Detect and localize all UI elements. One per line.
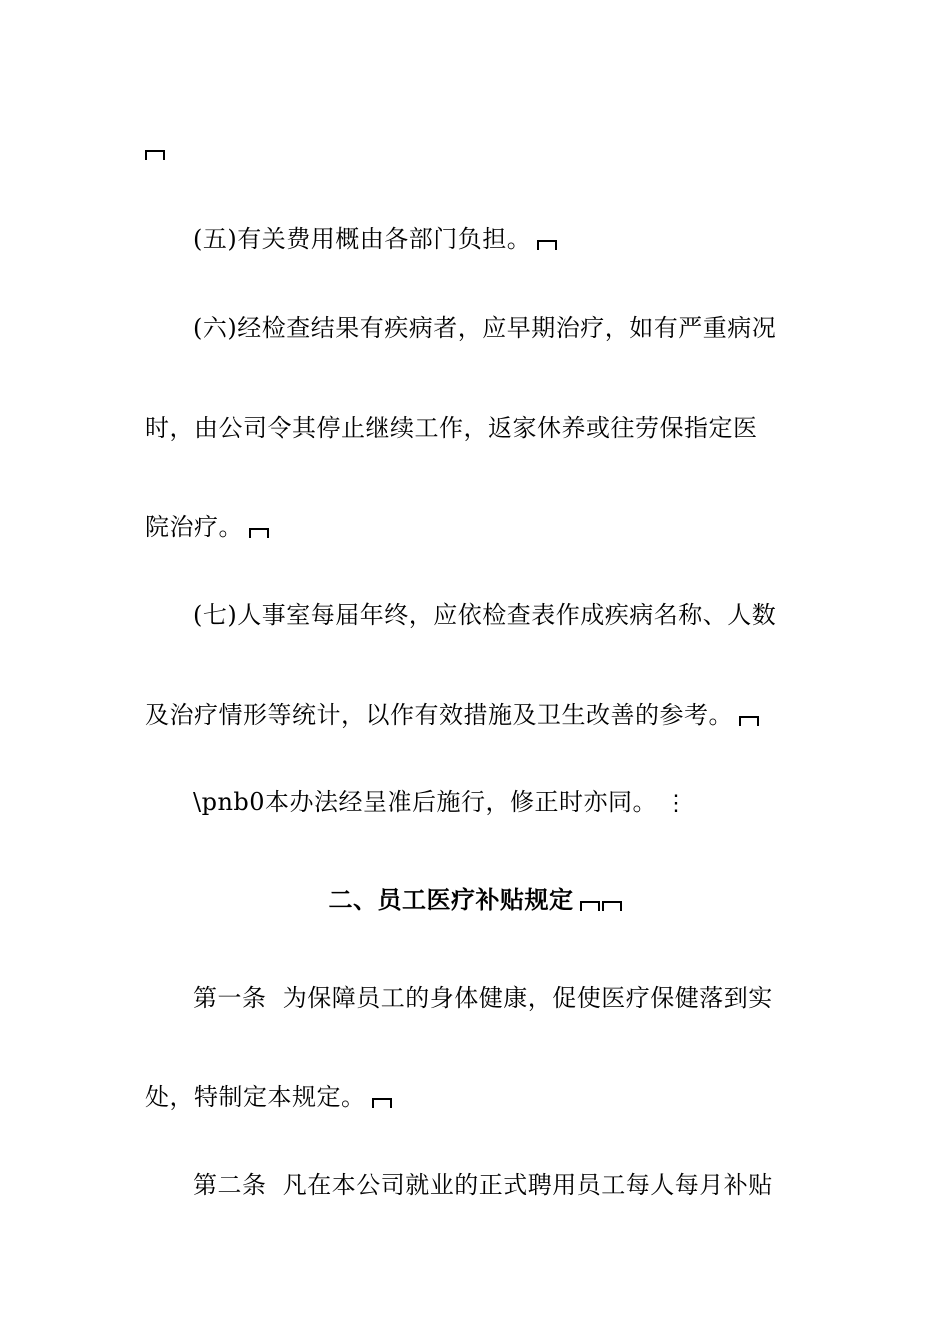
paragraph-mark-icon: [372, 1098, 392, 1108]
paragraph-mark-icon: [249, 528, 269, 538]
section-heading: [0, 885, 950, 915]
article-text: 处，特制定本规定。: [145, 1083, 366, 1111]
paragraph-mark-icon: [739, 716, 759, 726]
section-heading-text: 二、员工医疗补贴规定: [328, 885, 574, 914]
closing-paragraph: [193, 787, 688, 819]
paragraph-5: [193, 224, 557, 254]
paragraph-6-line-3: [145, 512, 269, 542]
vertical-ellipsis-icon: ⋮: [665, 791, 688, 816]
paragraph-mark-icon: [580, 901, 600, 911]
paragraph-mark-icon: [145, 150, 165, 160]
paragraph-mark-icon: [602, 901, 622, 911]
paragraph-text: (五)有关费用概由各部门负担。: [193, 225, 532, 253]
paragraph-text: \pnb0本办法经呈准后施行，修正时亦同。: [193, 788, 658, 816]
paragraph-6-line-1: [193, 313, 776, 343]
paragraph-text: (六)经检查结果有疾病者，应早期治疗，如有严重病况: [193, 314, 777, 342]
paragraph-6-line-2: [145, 413, 758, 443]
paragraph-text: 时，由公司令其停止继续工作，返家休养或往劳保指定医: [145, 414, 758, 442]
article-text: 第一条 为保障员工的身体健康，促使医疗保健落到实: [193, 984, 773, 1012]
paragraph-text: 及治疗情形等统计，以作有效措施及卫生改善的参考。: [145, 701, 733, 729]
paragraph-text: (七)人事室每届年终，应依检查表作成疾病名称、人数: [193, 601, 777, 629]
paragraph-7-line-2: [145, 700, 759, 730]
paragraph-7-line-1: [193, 600, 776, 630]
paragraph-text: 院治疗。: [145, 513, 243, 541]
article-1-line-2: [145, 1082, 392, 1112]
article-2-line-1: [193, 1170, 773, 1200]
article-text: 第二条 凡在本公司就业的正式聘用员工每人每月补贴: [193, 1171, 773, 1199]
article-1-line-1: [193, 983, 773, 1013]
paragraph-mark-icon: [537, 240, 557, 250]
